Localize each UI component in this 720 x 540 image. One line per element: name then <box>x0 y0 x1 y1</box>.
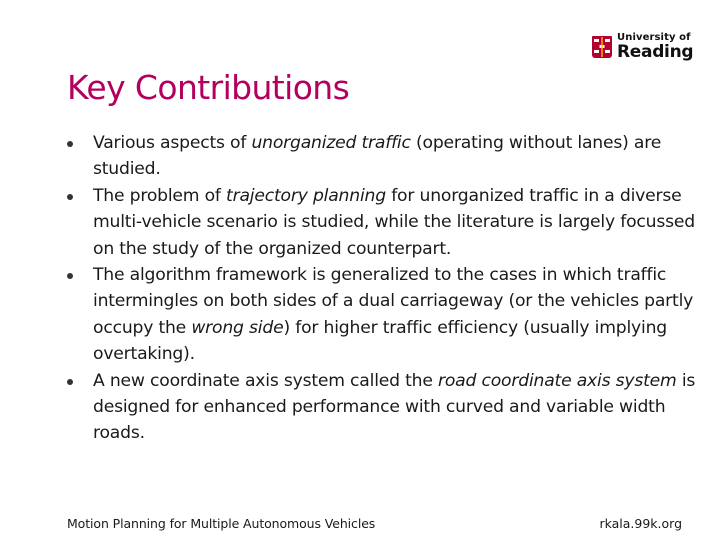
logo-line-1: University of <box>617 32 691 43</box>
bullet-1-emphasis: unorganized traffic <box>251 133 411 153</box>
bullet-list <box>67 130 697 447</box>
bullet-dot-icon <box>67 379 73 385</box>
slide-title: Key Contributions <box>67 68 350 107</box>
bullet-1-text-before: Various aspects of <box>93 133 252 153</box>
footer-title: Motion Planning for Multiple Autonomous Vehicles <box>67 516 376 531</box>
bullet-item-3 <box>67 262 697 368</box>
bullet-dot-icon <box>67 194 73 200</box>
bullet-4-text-before: A new coordinate axis system called the <box>93 370 438 391</box>
bullet-2-text-before: The problem of <box>93 185 227 206</box>
bullet-dot-icon <box>67 273 73 279</box>
bullet-item-1 <box>67 130 697 183</box>
university-logo <box>592 33 693 61</box>
bullet-2-emphasis: trajectory planning <box>226 185 386 206</box>
bullet-3-text-before: The algorithm framework is generalized to the cases in which traffic intermingles on both sides of a dual carriageway (or the vehicles partly occupy the <box>93 265 694 338</box>
bullet-3-text-after: ) for higher traffic efficiency (usually implying overtaking). <box>93 317 667 365</box>
bullet-2-text-after: for unorganized traffic in a diverse multi-vehicle scenario is studied, while the literature is largely focussed on the study of the organized counterpart. <box>93 185 695 259</box>
bullet-4-text-after: is designed for enhanced performance with curved and variable width roads. <box>93 370 696 444</box>
logo-line-2: Reading <box>617 42 694 62</box>
bullet-1-text-after: (operating without lanes) are studied. <box>93 133 662 180</box>
bullet-dot-icon <box>67 141 73 147</box>
footer-url: rkala.99k.org <box>599 516 682 531</box>
bullet-item-2 <box>67 183 697 262</box>
bullet-item-4 <box>67 368 697 447</box>
bullet-3-emphasis: wrong side <box>191 317 284 338</box>
crest-icon <box>592 36 612 58</box>
bullet-4-emphasis: road coordinate axis system <box>438 370 677 391</box>
